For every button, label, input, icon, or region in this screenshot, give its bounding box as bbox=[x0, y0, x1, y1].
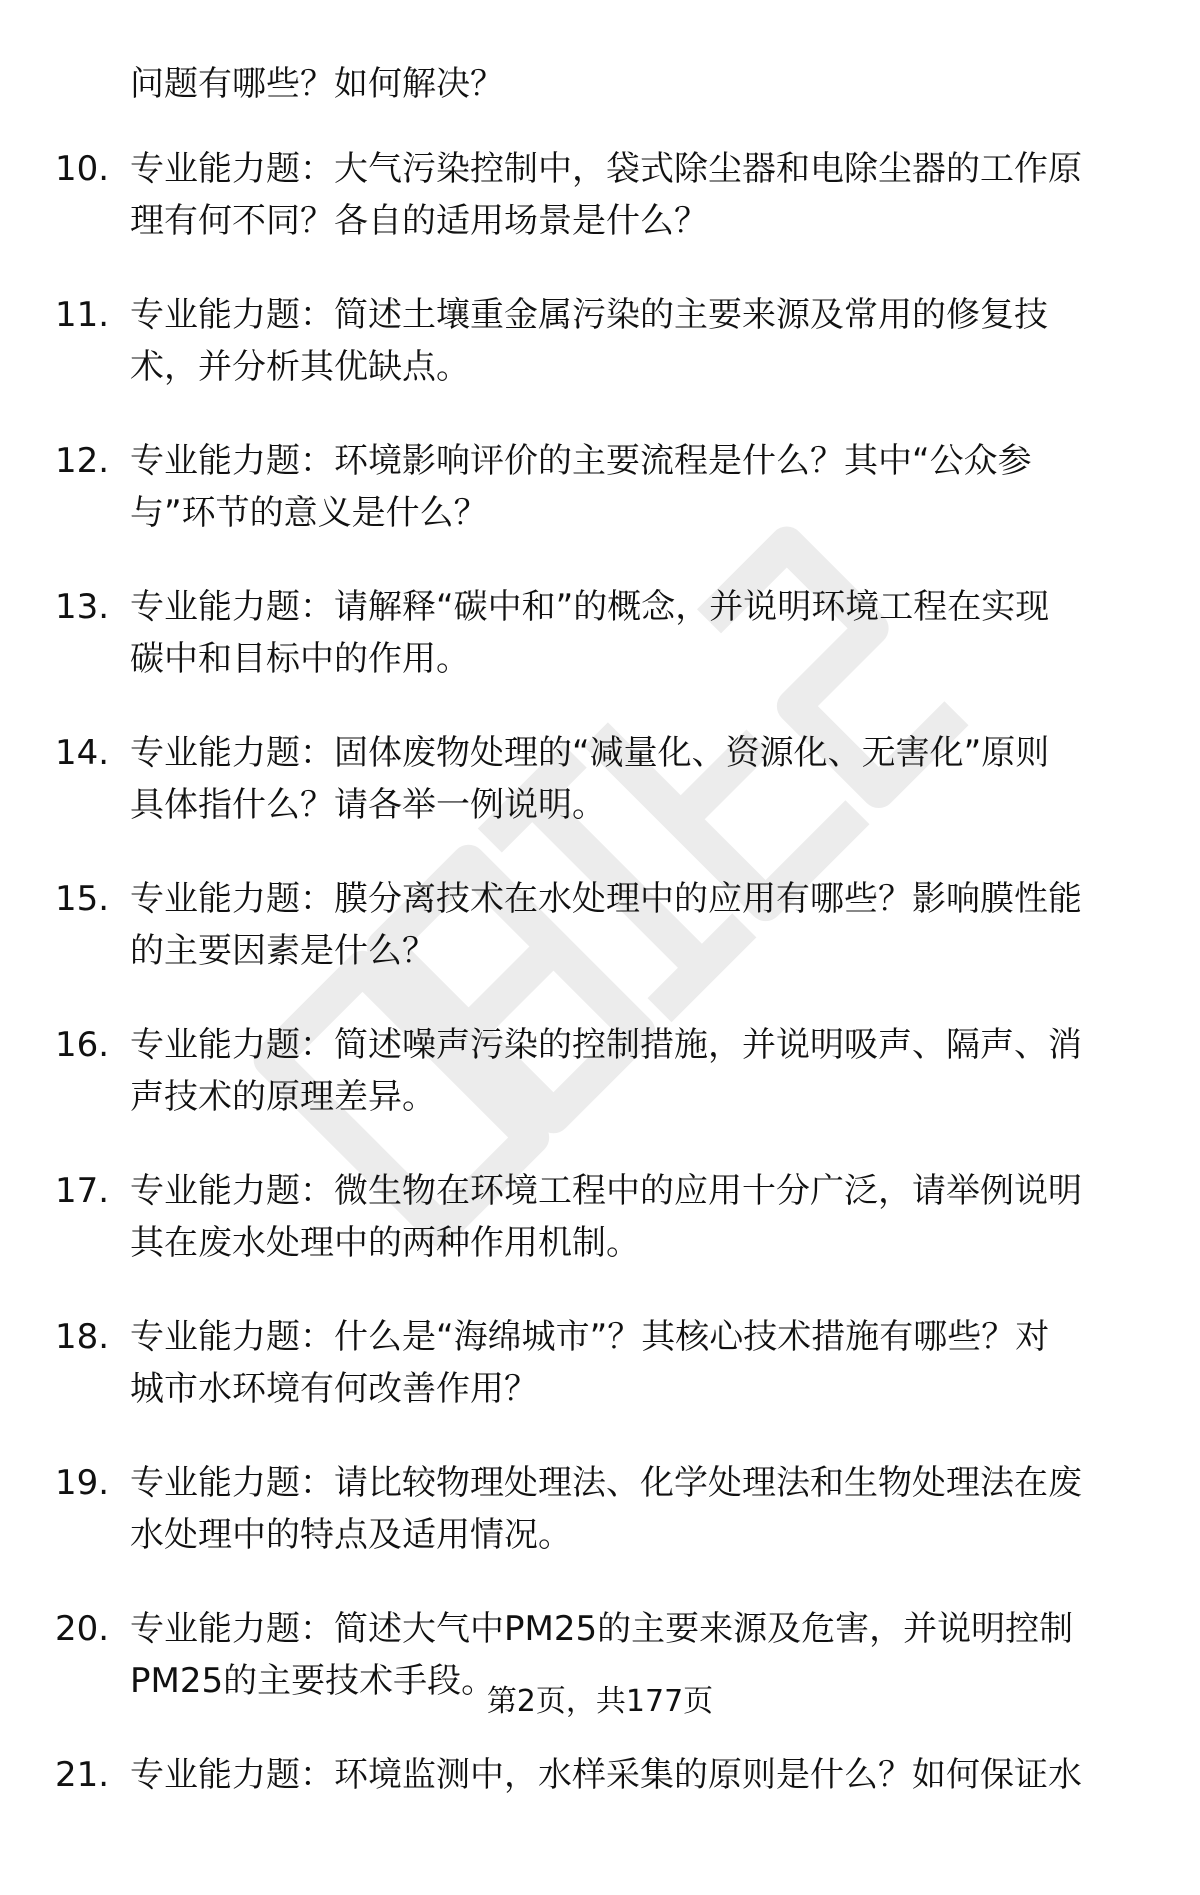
question-list bbox=[0, 143, 1200, 1895]
list-item bbox=[0, 1311, 1200, 1457]
question-line: PM25的主要技术手段。 bbox=[130, 1661, 496, 1701]
question-text bbox=[130, 435, 1150, 539]
question-line: 术，并分析其优缺点。 bbox=[130, 347, 470, 387]
question-line: 的主要因素是什么？ bbox=[130, 931, 436, 971]
question-line: 专业能力题：请解释“碳中和”的概念，并说明环境工程在实现 bbox=[130, 587, 1050, 627]
question-text bbox=[130, 581, 1150, 685]
page-footer: 第2页，共177页 bbox=[486, 1684, 714, 1719]
list-item bbox=[0, 143, 1200, 289]
list-item bbox=[0, 1019, 1200, 1165]
question-number: 18. bbox=[55, 1317, 110, 1357]
question-text bbox=[130, 727, 1150, 831]
question-line: 专业能力题：大气污染控制中，袋式除尘器和电除尘器的工作原 bbox=[130, 149, 1082, 189]
question-line: 专业能力题：环境影响评价的主要流程是什么？其中“公众参 bbox=[130, 441, 1032, 481]
list-item bbox=[0, 873, 1200, 1019]
question-line: 理有何不同？各自的适用场景是什么？ bbox=[130, 201, 708, 241]
question-line: 专业能力题：简述土壤重金属污染的主要来源及常用的修复技 bbox=[130, 295, 1048, 335]
question-text bbox=[130, 873, 1150, 977]
question-number: 12. bbox=[55, 441, 110, 481]
question-line: 专业能力题：简述大气中PM25的主要来源及危害，并说明控制 bbox=[130, 1609, 1074, 1649]
question-line: 专业能力题：膜分离技术在水处理中的应用有哪些？影响膜性能 bbox=[130, 879, 1082, 919]
list-item bbox=[0, 1603, 1200, 1749]
question-line: 碳中和目标中的作用。 bbox=[130, 639, 470, 679]
question-number: 13. bbox=[55, 587, 110, 627]
list-item bbox=[0, 727, 1200, 873]
question-text bbox=[130, 143, 1150, 247]
question-number: 19. bbox=[55, 1463, 110, 1503]
question-line: 水处理中的特点及适用情况。 bbox=[130, 1515, 572, 1555]
question-line: 专业能力题：固体废物处理的“减量化、资源化、无害化”原则 bbox=[130, 733, 1050, 773]
list-item bbox=[0, 1749, 1200, 1895]
list-item bbox=[0, 1457, 1200, 1603]
question-line: 专业能力题：什么是“海绵城市”？其核心技术措施有哪些？对 bbox=[130, 1317, 1050, 1357]
list-item bbox=[0, 289, 1200, 435]
question-text bbox=[130, 1311, 1150, 1415]
question-line: 城市水环境有何改善作用？ bbox=[130, 1369, 538, 1409]
question-line: 专业能力题：环境监测中，水样采集的原则是什么？如何保证水 bbox=[130, 1755, 1082, 1795]
question-number: 15. bbox=[55, 879, 110, 919]
question-number: 16. bbox=[55, 1025, 110, 1065]
list-item bbox=[0, 1165, 1200, 1311]
question-number: 20. bbox=[55, 1609, 110, 1649]
question-text bbox=[130, 289, 1150, 393]
question-line: 专业能力题：简述噪声污染的控制措施，并说明吸声、隔声、消 bbox=[130, 1025, 1082, 1065]
question-line: 专业能力题：微生物在环境工程中的应用十分广泛，请举例说明 bbox=[130, 1171, 1082, 1211]
question-number: 21. bbox=[55, 1755, 110, 1795]
list-item bbox=[0, 581, 1200, 727]
question-number: 10. bbox=[55, 149, 110, 189]
question-text bbox=[130, 1165, 1150, 1269]
question-line: 专业能力题：请比较物理处理法、化学处理法和生物处理法在废 bbox=[130, 1463, 1082, 1503]
question-line: 其在废水处理中的两种作用机制。 bbox=[130, 1223, 640, 1263]
question-number: 17. bbox=[55, 1171, 110, 1211]
continued-question-text: 问题有哪些？如何解决？ bbox=[130, 64, 504, 104]
list-item bbox=[0, 435, 1200, 581]
question-text bbox=[130, 1019, 1150, 1123]
question-number: 14. bbox=[55, 733, 110, 773]
question-line: 具体指什么？请各举一例说明。 bbox=[130, 785, 606, 825]
question-line: 声技术的原理差异。 bbox=[130, 1077, 436, 1117]
question-number: 11. bbox=[55, 295, 110, 335]
question-line: 与”环节的意义是什么？ bbox=[130, 493, 488, 533]
question-text bbox=[130, 1457, 1150, 1561]
question-text bbox=[130, 1749, 1150, 1801]
